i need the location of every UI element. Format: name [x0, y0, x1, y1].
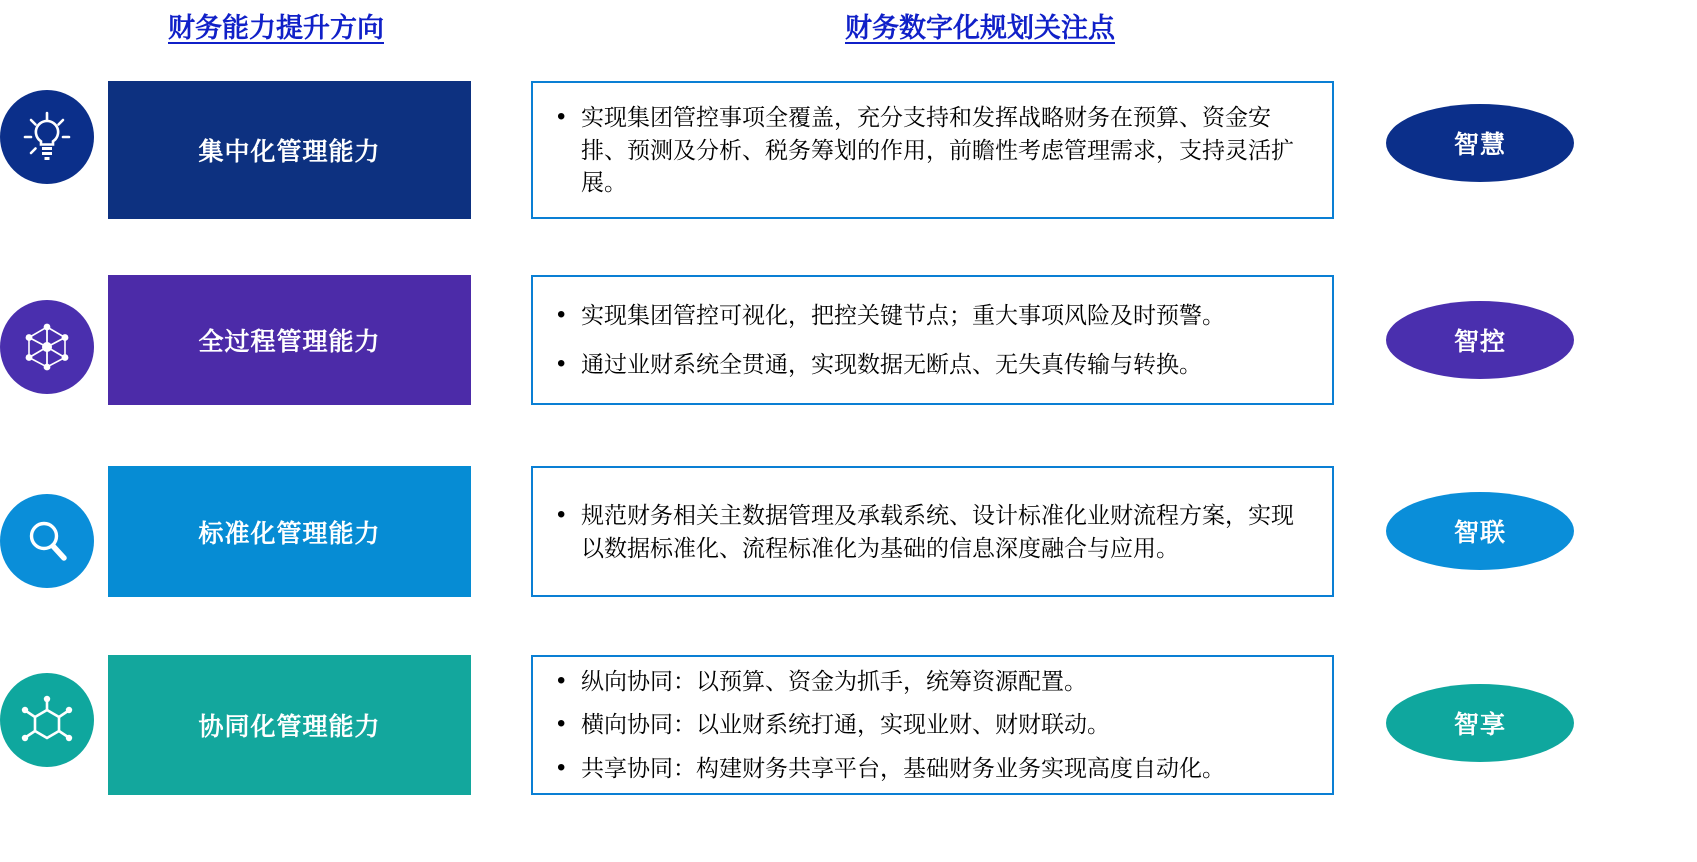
capability-label: 全过程管理能力 — [198, 328, 381, 356]
right-column-header: 财务数字化规划关注点 — [845, 13, 1115, 43]
tag-label: 智慧 — [1453, 131, 1506, 159]
detail-bullet: • 通过业财系统全贯通，实现数据无断点、无失真传输与转换。 — [549, 348, 1312, 381]
diagram-row — [0, 466, 1697, 597]
tag-pill-3 — [1386, 684, 1574, 762]
magnifier-icon — [0, 494, 94, 588]
tag-label: 智控 — [1453, 328, 1506, 356]
molecule-icon — [0, 673, 94, 767]
capability-label: 标准化管理能力 — [198, 519, 381, 548]
capability-box-2 — [108, 466, 471, 597]
detail-bullet: • 横向协同：以业财系统打通，实现业财、财财联动。 — [549, 708, 1312, 741]
diagram-row — [0, 655, 1697, 795]
left-column-header: 财务能力提升方向 — [168, 13, 384, 43]
lightbulb-icon — [0, 90, 94, 184]
detail-bullet: • 共享协同：构建财务共享平台，基础财务业务实现高度自动化。 — [549, 752, 1312, 785]
capability-label: 集中化管理能力 — [198, 138, 381, 166]
detail-box-2 — [531, 466, 1334, 597]
tag-pill-1 — [1386, 301, 1574, 379]
tag-label: 智享 — [1453, 711, 1506, 739]
capability-box-0 — [108, 81, 471, 219]
network-nodes-icon — [0, 300, 94, 394]
tag-pill-2 — [1386, 492, 1574, 570]
tag-label: 智联 — [1453, 519, 1506, 547]
diagram-row — [0, 81, 1697, 220]
detail-bullet: • 规范财务相关主数据管理及承载系统、设计标准化业财流程方案，实现以数据标准化、流程标准化为基础的信息深度融合与应用。 — [549, 499, 1312, 564]
capability-box-3 — [108, 655, 471, 795]
tag-pill-0 — [1386, 104, 1574, 182]
detail-bullet: • 实现集团管控事项全覆盖，充分支持和发挥战略财务在预算、资金安排、预测及分析、税务筹划的作用，前瞻性考虑管理需求，支持灵活扩展。 — [549, 101, 1312, 199]
diagram-row — [0, 275, 1697, 405]
detail-bullet: • 纵向协同：以预算、资金为抓手，统筹资源配置。 — [549, 665, 1312, 698]
capability-box-1 — [108, 275, 471, 405]
detail-box-0 — [531, 81, 1334, 219]
detail-box-1 — [531, 275, 1334, 405]
detail-box-3 — [531, 655, 1334, 795]
capability-label: 协同化管理能力 — [198, 713, 381, 741]
detail-bullet: • 实现集团管控可视化，把控关键节点；重大事项风险及时预警。 — [549, 299, 1312, 332]
